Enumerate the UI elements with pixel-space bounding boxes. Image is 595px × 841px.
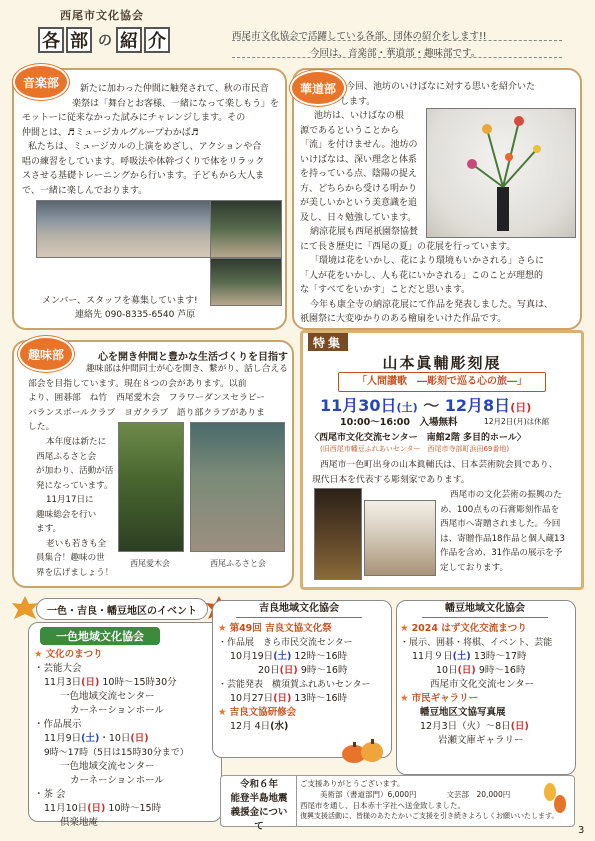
music-line: 新たに加わった仲間に触発されて、秋の市民音 — [80, 84, 269, 94]
donation-note-2: 復興支援活動に、皆様のあたたかいご支援を引き続きよろしくお願いいたします。 — [300, 812, 559, 820]
page-number: 3 — [578, 825, 585, 836]
kira-date: 12月 4日 — [230, 721, 271, 732]
feature-side-line: 西尾市へ寄贈されました。今回 — [440, 519, 561, 529]
header-intro-2: 今回は、音楽部・華道部・趣味部です。 — [310, 48, 481, 59]
music-body — [22, 82, 284, 198]
kira-time: 13時～16時 — [294, 693, 348, 704]
isshiki-time: 10時～15時 — [108, 803, 162, 814]
isshiki-line: 9時～17時（5日は15時30分まで） — [44, 748, 189, 758]
hobby-side-line: 西尾ふるさと会 — [36, 451, 97, 462]
hobby-photo-2 — [190, 422, 285, 552]
feature-venue: 〈西尾市文化交流センター 南館2階 多目的ホール〉 — [310, 433, 526, 443]
header-rule — [232, 40, 562, 41]
hazu-date: 12月3日（火）～8日 — [420, 721, 511, 732]
feature-hours: 10:00～16:00 入場無料 — [340, 417, 458, 428]
feature-venue-old: (旧西尾市幡豆ふれあいセンター 西尾市寺部町浜田69番地) — [320, 445, 510, 453]
ikebana-line: な「すべてをいかす」ことだと思います。 — [300, 285, 471, 295]
music-line: 唱の練習をしています。呼吸法や体幹づくりで体をリラック — [22, 156, 265, 167]
feature-side — [440, 488, 580, 575]
page-title — [38, 20, 172, 60]
kira-date: 10月19日 — [230, 651, 274, 662]
feature-line: 西尾市一色町出身の山本眞輔氏は、日本芸術院会員であり、 — [320, 460, 558, 470]
donation-amount-1: 美術部（書道部門）6,000円 — [320, 790, 417, 799]
donation-amount-2: 文芸部 20,000円 — [446, 790, 511, 799]
hobby-line: した。 — [28, 422, 55, 432]
kira-line: ・作品展 きら市民交流センター — [218, 638, 353, 648]
feature-body — [312, 458, 580, 487]
feature-subtitle: 「人間讃歌 ―彫刻で巡る心の旅―」 — [338, 372, 546, 392]
hazu-line: 西尾市文化交流センター — [430, 679, 535, 690]
isshiki-date: ・10日 — [99, 733, 131, 744]
isshiki-dow: (土) — [81, 733, 100, 744]
feature-date-start: 11月30日 — [320, 396, 397, 415]
hobby-caption-1: 西尾愛木会 — [130, 559, 170, 568]
hazu-time: 13時～17時 — [473, 651, 527, 662]
hazu-time: 9時～16時 — [478, 665, 526, 676]
kira-date: 20日 — [258, 665, 280, 676]
feature-closed: 12月2日(月)は休館 — [484, 417, 550, 426]
isshiki-dow: (日) — [130, 733, 149, 744]
hobby-line: より、囲碁部 ね竹 西尾愛木会 フラワーダンスセラピー — [28, 393, 265, 403]
hazu-list — [400, 622, 574, 748]
pumpkin-icon — [340, 734, 384, 764]
ikebana-line: 池坊は、いけばなの根 — [314, 111, 405, 121]
hobby-line: 趣味部は仲間同士が心を開き、繋がり、話し合える — [86, 364, 288, 374]
isshiki-date: 11月10日 — [44, 803, 88, 814]
ikebana-line: いけばなは、深い理念と体系 — [300, 154, 418, 165]
isshiki-line: ・作品展示 — [34, 719, 82, 730]
feature-side-line: 定しております。 — [440, 562, 509, 573]
hobby-side-line: 界を広げましょう！ — [36, 567, 114, 578]
feature-dow-end: (日) — [510, 401, 532, 414]
hazu-line: ・展示、囲碁・将棋、イベント、芸能 — [400, 638, 553, 648]
star-icon: ★ — [34, 649, 43, 660]
hazu-fest: 2024 はず文化交流まつり — [411, 623, 527, 634]
hazu-dow: (日) — [510, 721, 529, 732]
isshiki-fest: 文化のまつり — [45, 649, 103, 660]
ikebana-line: が美しいかという美意識を追 — [300, 198, 418, 208]
star-icon: ★ — [218, 623, 227, 634]
star-icon: ★ — [400, 693, 409, 704]
ikebana-line: 源であるということから — [300, 125, 400, 136]
feature-tag: 特集 — [308, 333, 348, 351]
music-recruit: メンバー、スタッフを募集しています! — [42, 296, 198, 306]
title-char-1: 各 — [38, 27, 64, 53]
hazu-line: 岩瀬文庫ギャラリー — [438, 735, 524, 746]
title-char-no: の — [98, 33, 112, 49]
donation-title-line: 義援金について — [230, 807, 288, 832]
ikebana-line: にて長き歴史に「西尾の夏」の花展を行っています。 — [300, 241, 516, 252]
kira-list — [218, 622, 390, 734]
hazu-fest-2: 市民ギャラリー — [411, 693, 479, 704]
hobby-badge: 趣味部 — [20, 338, 72, 370]
ikebana-line: 今年も康全寺の納涼花展にて作品を発表しました。写真は、 — [310, 299, 554, 310]
kira-fest: 第49回 吉良文協文化祭 — [229, 623, 332, 634]
isshiki-date: 11月9日 — [44, 733, 82, 744]
hazu-line: 幡豆地区文協写真展 — [420, 707, 506, 718]
kira-dow: (日) — [279, 665, 298, 676]
feature-side-line: 作品を含め、31作品の展示を予 — [440, 548, 563, 558]
hazu-dow: (日) — [457, 665, 476, 676]
hobby-line: 部会を目指しています。現在８つの会があります。以前 — [28, 378, 247, 389]
feature-photo-hall — [364, 500, 436, 576]
header-org: 西尾市文化協会 — [60, 9, 144, 22]
title-char-4: 介 — [144, 27, 170, 53]
events-banner: 一色・吉良・幡豆地区のイベント — [36, 598, 208, 620]
ikebana-line: 「人が花をいかし、人も花にいかされる」このことが理想的 — [300, 270, 544, 281]
isshiki-dow: (日) — [87, 803, 106, 814]
kira-dow: (土) — [273, 651, 292, 662]
feature-tilde: ～ — [423, 396, 440, 415]
kira-date: 10月27日 — [230, 693, 274, 704]
feature-side-line: め、100点もの石膏彫刻作品を — [440, 504, 560, 515]
header-intro-1: 西尾市文化協会で活躍している各部、団体の紹介をします!! — [232, 31, 487, 42]
isshiki-line: 倶楽地庵 — [60, 817, 99, 828]
ikebana-line: 「流」を付けません。池坊の — [300, 140, 418, 150]
donation-text — [300, 778, 558, 822]
ikebana-line: 及し、日々勉強しています。 — [300, 212, 417, 223]
hazu-date: 10日 — [436, 665, 458, 676]
kira-dow: (日) — [273, 693, 292, 704]
donation-thanks: ご支援ありがとうございます。 — [300, 779, 405, 788]
header-rule-2 — [232, 57, 562, 58]
isshiki-list — [34, 648, 220, 830]
hobby-side-line: が加わり、活動が活 — [36, 466, 114, 476]
hobby-side-line: ます。 — [36, 524, 62, 534]
ikebana-line: 方、どちらから受ける明かり — [300, 183, 418, 194]
hobby-caption-2: 西尾ふるさと会 — [210, 559, 266, 568]
ikebana-line: 納涼花展も西尾祇園祭協賛 — [310, 227, 419, 237]
donation-title — [226, 778, 292, 834]
music-line: モットーに従来なかった試みにチャレンジします。その — [22, 113, 246, 123]
kira-header: 吉良地域文化協会 — [236, 600, 362, 618]
donation-divider — [296, 776, 297, 826]
music-photo-3 — [210, 258, 282, 306]
hobby-side-line: 本年度は新たに — [46, 437, 107, 447]
feature-date-end: 12月8日 — [444, 396, 511, 415]
isshiki-header: 一色地域文化協会 — [40, 627, 160, 645]
isshiki-line: カーネーションホール — [70, 705, 164, 716]
star-icon: ★ — [400, 623, 409, 634]
feature-side-line: は、寄贈作品18作品と個人蔵13 — [440, 533, 565, 544]
music-line: スさせる基礎トレーニングから行います。子どもから大人ま — [22, 171, 265, 181]
ikebana-line: します。 — [340, 96, 376, 107]
isshiki-dow: (日) — [81, 677, 100, 688]
kira-time: 12時～16時 — [294, 651, 348, 662]
hobby-side-line: 趣味総会を行い — [36, 509, 97, 520]
music-photo-1 — [36, 200, 214, 258]
feature-dates — [320, 393, 531, 416]
kira-dow: (水) — [270, 721, 289, 732]
music-photo-2 — [210, 200, 282, 258]
kira-fest-2: 吉良文協研修会 — [229, 707, 297, 718]
hobby-side-line: 発になっています。 — [36, 480, 113, 491]
music-line: で、一緒に楽しんでおります。 — [22, 185, 148, 196]
music-line: 楽祭は「舞台とお客様、一緒になって楽しもう」を — [72, 98, 280, 109]
star-icon: ★ — [218, 707, 227, 718]
kira-time: 9時～16時 — [300, 665, 348, 676]
feature-line: 現代日本を代表する彫刻家であります。 — [312, 474, 470, 485]
title-char-3: 紹 — [116, 27, 142, 53]
ikebana-line: を持っている点、陰陽の捉え — [300, 169, 418, 179]
isshiki-date: 11月3日 — [44, 677, 82, 688]
feature-side-line: 西尾市の文化芸術の振興のた — [450, 490, 562, 500]
isshiki-line: 一色地域交流センター — [60, 691, 155, 702]
feature-dow-start: (土) — [396, 401, 418, 414]
music-line: 仲間とは、♬ミュージカルグループわかば♬ — [22, 127, 199, 138]
title-char-2: 部 — [66, 27, 92, 53]
hobby-headline: 心を開き仲間と豊かな生活づくりを目指す — [98, 352, 288, 363]
hazu-dow: (土) — [452, 651, 471, 662]
feature-photo-statue — [314, 488, 362, 580]
ikebana-body — [300, 80, 580, 327]
ikebana-line: 祇園祭に大変ゆかりのある檜扇をいけた作品です。 — [300, 314, 507, 324]
isshiki-line: ・芸能大会 — [34, 663, 82, 674]
donation-title-line: 令和６年 — [239, 779, 278, 790]
hobby-side-line: 11月17日に — [46, 495, 94, 505]
music-contact: 連絡先 090-8335-6540 芦原 — [75, 310, 196, 320]
donation-title-line: 能登半島地震 — [230, 793, 288, 804]
isshiki-line: カーネーションホール — [70, 775, 164, 786]
donation-note-1: 西尾市を通し、日本赤十字社へ送金致しました。 — [300, 801, 465, 810]
hazu-date: 11月９日 — [412, 651, 453, 662]
ikebana-line: 今回、池坊のいけばなに対する思いを紹介いた — [346, 82, 536, 92]
hazu-header: 幡豆地域文化協会 — [422, 600, 548, 618]
hobby-photo-1 — [118, 422, 184, 552]
hobby-side-line: 員集合！趣味の世 — [36, 553, 105, 563]
kira-line: ・芸能発表 横須賀ふれあいセンター — [218, 680, 371, 690]
ikebana-line: 「環境は花をいかし、花により環境もいかされる」さらに — [310, 256, 545, 266]
leaves-icon — [540, 780, 568, 816]
ikebana-badge: 華道部 — [292, 72, 344, 104]
hobby-line: バランスボールクラブ ヨガクラブ 語り部クラブがありま — [28, 407, 265, 418]
music-line: 私たちは、ミュージカルの上演をめざし、アクションや合 — [28, 142, 262, 152]
hobby-side — [36, 435, 116, 580]
isshiki-time: 10時～15時30分 — [102, 677, 177, 688]
music-badge: 音楽部 — [15, 66, 67, 98]
feature-title: 山本眞輔彫刻展 — [382, 354, 502, 372]
isshiki-line: ・茶 会 — [34, 789, 66, 800]
hobby-side-line: 老いも若きも全 — [46, 538, 107, 549]
isshiki-line: 一色地域交流センター — [60, 761, 155, 772]
